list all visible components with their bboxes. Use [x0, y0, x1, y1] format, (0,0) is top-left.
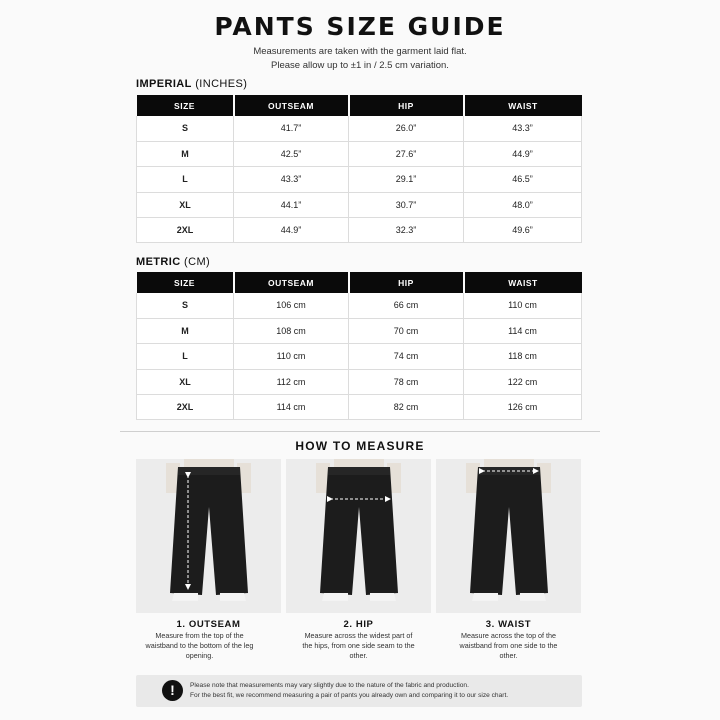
hip-cell: 74 cm	[349, 344, 464, 369]
size-cell: S	[137, 116, 234, 141]
note-line-1: Please note that measurements may vary slightly due to the nature of the fabric and production.	[190, 682, 469, 689]
col-header-hip: HIP	[349, 272, 464, 293]
col-header-waist: WAIST	[464, 95, 582, 116]
waist-cell: 122 cm	[464, 369, 582, 394]
table-row	[137, 167, 582, 192]
subtitle-line-2: Please allow up to ±1 in / 2.5 cm variation.	[271, 60, 449, 71]
waist-cell: 110 cm	[464, 293, 582, 318]
outseam-cell: 41.7”	[234, 116, 349, 141]
outseam-cell: 42.5”	[234, 141, 349, 166]
outseam-cell: 114 cm	[234, 395, 349, 420]
col-header-waist: WAIST	[464, 272, 582, 293]
section-divider	[120, 431, 600, 432]
outseam-cell: 44.1”	[234, 192, 349, 217]
hip-cell: 27.6”	[349, 141, 464, 166]
waist-cell: 44.9”	[464, 141, 582, 166]
table-row	[137, 369, 582, 394]
subtitle-line-1: Measurements are taken with the garment laid flat.	[253, 46, 467, 57]
step-3-desc: Measure across the top of the waistband from one side to the other.	[459, 631, 558, 660]
table-row	[137, 318, 582, 343]
size-cell: S	[137, 293, 234, 318]
table-row	[137, 116, 582, 141]
metric-header-row	[137, 272, 582, 293]
waist-cell: 43.3”	[464, 116, 582, 141]
hip-cell: 70 cm	[349, 318, 464, 343]
waist-cell: 126 cm	[464, 395, 582, 420]
waist-cell: 114 cm	[464, 318, 582, 343]
col-header-size: SIZE	[137, 95, 234, 116]
hip-cell: 30.7”	[349, 192, 464, 217]
outseam-cell: 106 cm	[234, 293, 349, 318]
table-row	[137, 218, 582, 243]
size-cell: L	[137, 344, 234, 369]
col-header-outseam: OUTSEAM	[234, 95, 349, 116]
table-row	[137, 293, 582, 318]
note-line-2: For the best fit, we recommend measuring a pair of pants you already own and comparing it to our size chart.	[190, 692, 509, 699]
outseam-cell: 44.9”	[234, 218, 349, 243]
metric-table	[136, 272, 582, 420]
size-cell: L	[137, 167, 234, 192]
how-to-measure-title: HOW TO MEASURE	[295, 439, 425, 453]
imperial-label: IMPERIAL (INCHES)	[136, 78, 248, 90]
step-3-title: 3. WAIST	[485, 619, 532, 630]
step-1-title: 1. OUTSEAM	[176, 619, 241, 630]
metric-label: METRIC (CM)	[136, 256, 211, 268]
col-header-size: SIZE	[137, 272, 234, 293]
waist-cell: 118 cm	[464, 344, 582, 369]
imperial-header-row	[137, 95, 582, 116]
size-cell: M	[137, 318, 234, 343]
waist-cell: 46.5”	[464, 167, 582, 192]
col-header-hip: HIP	[349, 95, 464, 116]
size-cell: 2XL	[137, 395, 234, 420]
note-text	[190, 681, 570, 701]
size-cell: XL	[137, 192, 234, 217]
waist-cell: 49.6”	[464, 218, 582, 243]
col-header-outseam: OUTSEAM	[234, 272, 349, 293]
imperial-table	[136, 95, 582, 243]
fit-note	[136, 675, 582, 707]
outseam-cell: 43.3”	[234, 167, 349, 192]
table-row	[137, 395, 582, 420]
outseam-cell: 108 cm	[234, 318, 349, 343]
size-cell: XL	[137, 369, 234, 394]
outseam-photo	[136, 459, 281, 613]
table-row	[137, 344, 582, 369]
exclamation-icon: !	[162, 680, 183, 701]
outseam-cell: 110 cm	[234, 344, 349, 369]
hip-photo	[286, 459, 431, 613]
step-1-desc: Measure from the top of the waistband to the bottom of the leg opening.	[145, 631, 254, 660]
hip-cell: 29.1”	[349, 167, 464, 192]
table-row	[137, 192, 582, 217]
waist-cell: 48.0”	[464, 192, 582, 217]
step-2-desc: Measure across the widest part of the hips, from one side seam to the other.	[302, 631, 415, 660]
hip-cell: 66 cm	[349, 293, 464, 318]
waist-photo	[436, 459, 581, 613]
size-cell: M	[137, 141, 234, 166]
hip-cell: 26.0”	[349, 116, 464, 141]
size-cell: 2XL	[137, 218, 234, 243]
table-row	[137, 141, 582, 166]
hip-cell: 78 cm	[349, 369, 464, 394]
outseam-cell: 112 cm	[234, 369, 349, 394]
hip-cell: 82 cm	[349, 395, 464, 420]
hip-cell: 32.3”	[349, 218, 464, 243]
step-2-title: 2. HIP	[343, 619, 374, 630]
page-title: PANTS SIZE GUIDE	[214, 12, 506, 41]
